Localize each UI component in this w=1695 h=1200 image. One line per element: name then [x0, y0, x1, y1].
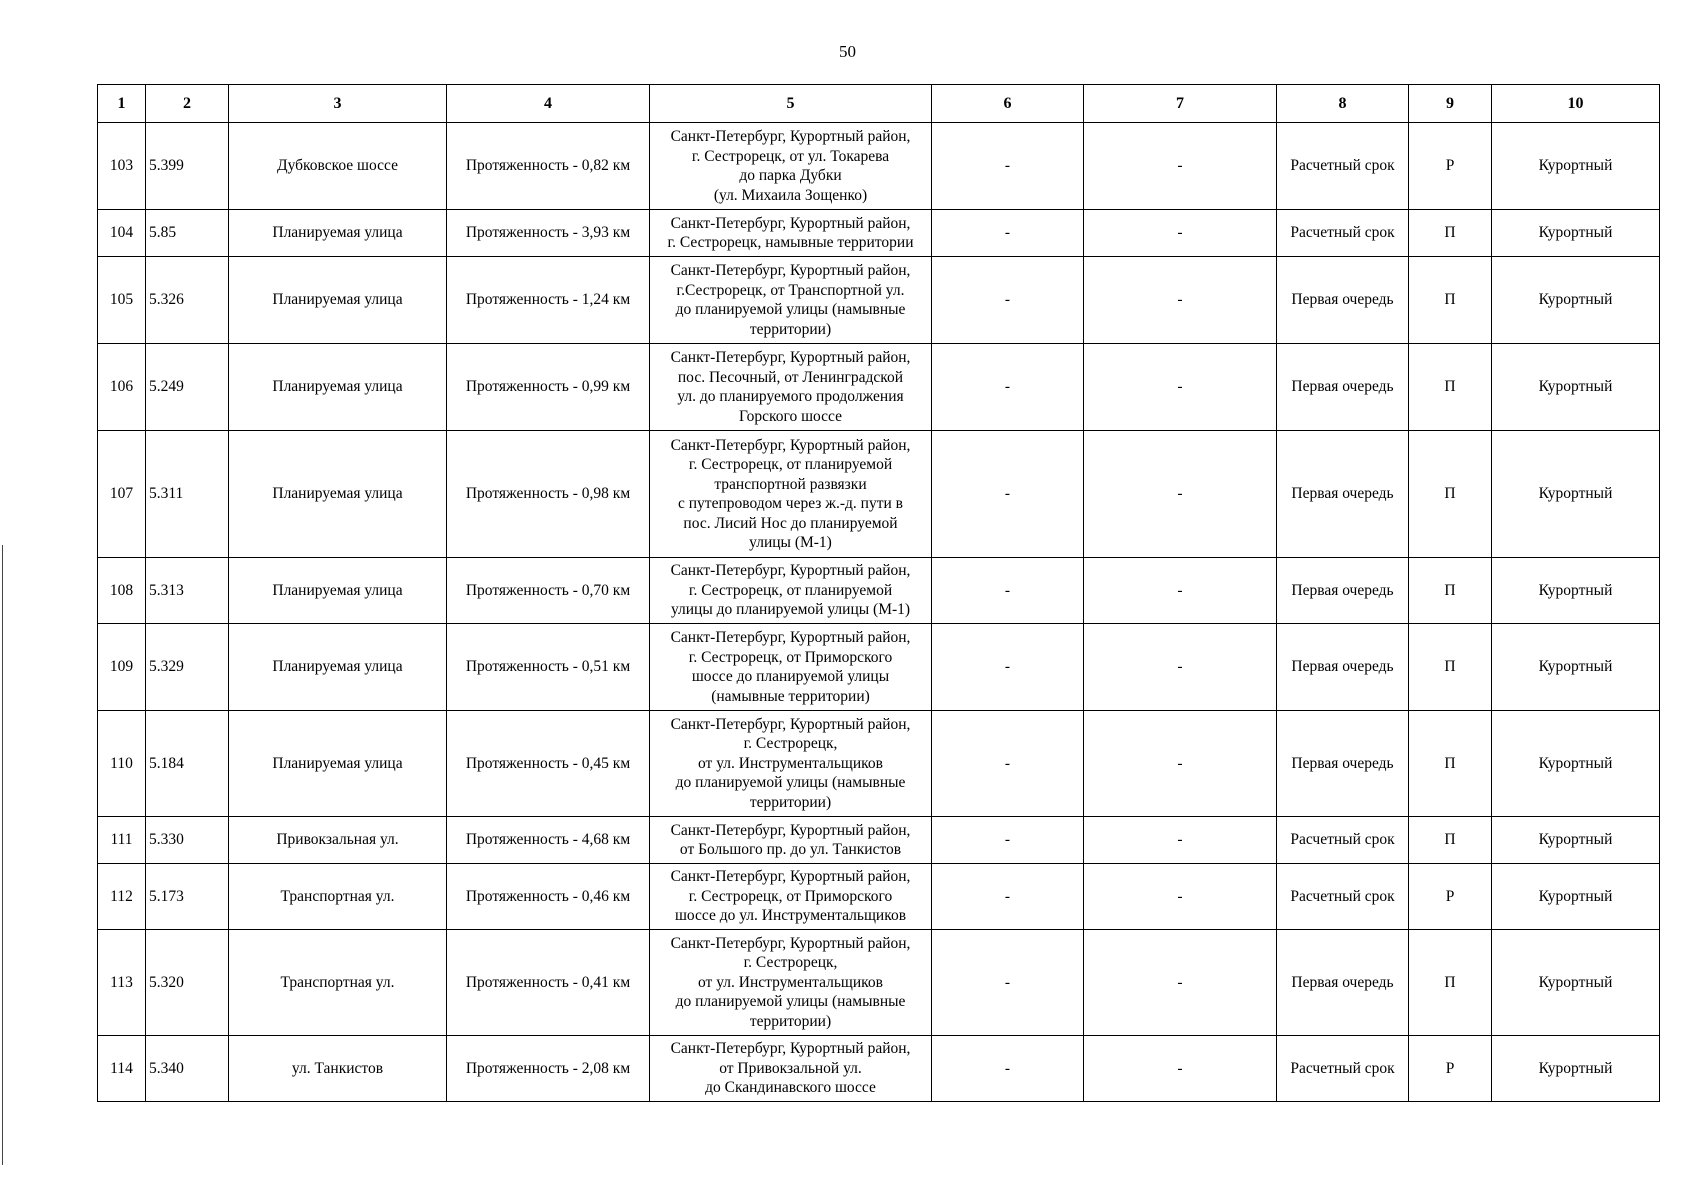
table-row [98, 344, 1660, 431]
row-number: 107 [98, 431, 146, 558]
object-code: 5.340 [146, 1036, 229, 1102]
column-6-value: - [932, 257, 1084, 344]
location-description: Санкт-Петербург, Курортный район, от Большого пр. до ул. Танкистов [650, 817, 932, 864]
column-7-value: - [1084, 257, 1277, 344]
implementation-stage: Первая очередь [1277, 431, 1409, 558]
object-code: 5.85 [146, 210, 229, 257]
implementation-stage: Расчетный срок [1277, 817, 1409, 864]
district-name: Курортный [1492, 257, 1660, 344]
row-number: 103 [98, 123, 146, 210]
street-length: Протяженность - 0,70 км [447, 558, 650, 624]
street-name: Планируемая улица [229, 431, 447, 558]
street-name: Планируемая улица [229, 344, 447, 431]
row-number: 111 [98, 817, 146, 864]
column-7-value: - [1084, 1036, 1277, 1102]
object-code: 5.399 [146, 123, 229, 210]
object-code: 5.313 [146, 558, 229, 624]
table-row [98, 1036, 1660, 1102]
column-7-value: - [1084, 711, 1277, 817]
column-7-value: - [1084, 344, 1277, 431]
location-description: Санкт-Петербург, Курортный район, г.Сестрорецк, от Транспортной ул. до планируемой улицы (намывные территории) [650, 257, 932, 344]
street-name: Планируемая улица [229, 711, 447, 817]
row-number: 105 [98, 257, 146, 344]
location-description: Санкт-Петербург, Курортный район, г. Сестрорецк, от планируемой транспортной развязки с путепроводом через ж.-д. пути в пос. Лисий Нос до планируемой улицы (М-1) [650, 431, 932, 558]
street-length: Протяженность - 0,82 км [447, 123, 650, 210]
location-description: Санкт-Петербург, Курортный район, г. Сестрорецк, от ул. Инструментальщиков до планируемой улицы (намывные территории) [650, 930, 932, 1036]
column-7-value: - [1084, 930, 1277, 1036]
street-name: Планируемая улица [229, 624, 447, 711]
column-7-value: - [1084, 431, 1277, 558]
column-header: 4 [447, 85, 650, 123]
column-header: 2 [146, 85, 229, 123]
object-type: П [1409, 930, 1492, 1036]
object-type: Р [1409, 123, 1492, 210]
street-name: Планируемая улица [229, 558, 447, 624]
column-header: 10 [1492, 85, 1660, 123]
column-header: 7 [1084, 85, 1277, 123]
object-type: П [1409, 711, 1492, 817]
district-name: Курортный [1492, 558, 1660, 624]
column-7-value: - [1084, 210, 1277, 257]
street-length: Протяженность - 0,41 км [447, 930, 650, 1036]
column-6-value: - [932, 864, 1084, 930]
column-header: 3 [229, 85, 447, 123]
street-name: ул. Танкистов [229, 1036, 447, 1102]
street-length: Протяженность - 0,51 км [447, 624, 650, 711]
column-7-value: - [1084, 123, 1277, 210]
object-code: 5.326 [146, 257, 229, 344]
object-code: 5.173 [146, 864, 229, 930]
table-row [98, 817, 1660, 864]
table-header-row [98, 85, 1660, 123]
street-length: Протяженность - 1,24 км [447, 257, 650, 344]
object-type: П [1409, 624, 1492, 711]
column-7-value: - [1084, 558, 1277, 624]
street-name: Дубковское шоссе [229, 123, 447, 210]
column-header: 8 [1277, 85, 1409, 123]
district-name: Курортный [1492, 123, 1660, 210]
column-6-value: - [932, 210, 1084, 257]
table-row [98, 711, 1660, 817]
object-code: 5.249 [146, 344, 229, 431]
object-type: П [1409, 210, 1492, 257]
street-length: Протяженность - 3,93 км [447, 210, 650, 257]
column-6-value: - [932, 817, 1084, 864]
implementation-stage: Расчетный срок [1277, 1036, 1409, 1102]
street-name: Привокзальная ул. [229, 817, 447, 864]
table-row [98, 624, 1660, 711]
object-type: П [1409, 817, 1492, 864]
location-description: Санкт-Петербург, Курортный район, г. Сестрорецк, от Приморского шоссе до ул. Инструментальщиков [650, 864, 932, 930]
street-name: Транспортная ул. [229, 930, 447, 1036]
column-7-value: - [1084, 864, 1277, 930]
column-6-value: - [932, 930, 1084, 1036]
table-row [98, 431, 1660, 558]
street-name: Планируемая улица [229, 210, 447, 257]
district-name: Курортный [1492, 817, 1660, 864]
district-name: Курортный [1492, 1036, 1660, 1102]
column-header: 9 [1409, 85, 1492, 123]
district-name: Курортный [1492, 624, 1660, 711]
object-type: П [1409, 257, 1492, 344]
object-code: 5.311 [146, 431, 229, 558]
column-header: 1 [98, 85, 146, 123]
street-name: Транспортная ул. [229, 864, 447, 930]
location-description: Санкт-Петербург, Курортный район, г. Сестрорецк, от планируемой улицы до планируемой улицы (М-1) [650, 558, 932, 624]
column-6-value: - [932, 344, 1084, 431]
table-row [98, 930, 1660, 1036]
object-type: П [1409, 344, 1492, 431]
object-code: 5.330 [146, 817, 229, 864]
object-type: П [1409, 431, 1492, 558]
implementation-stage: Расчетный срок [1277, 123, 1409, 210]
implementation-stage: Первая очередь [1277, 558, 1409, 624]
column-header: 5 [650, 85, 932, 123]
implementation-stage: Расчетный срок [1277, 210, 1409, 257]
street-name: Планируемая улица [229, 257, 447, 344]
location-description: Санкт-Петербург, Курортный район, г. Сестрорецк, намывные территории [650, 210, 932, 257]
implementation-stage: Первая очередь [1277, 624, 1409, 711]
street-length: Протяженность - 0,98 км [447, 431, 650, 558]
implementation-stage: Первая очередь [1277, 344, 1409, 431]
column-7-value: - [1084, 624, 1277, 711]
district-name: Курортный [1492, 431, 1660, 558]
location-description: Санкт-Петербург, Курортный район, г. Сестрорецк, от ул. Токарева до парка Дубки (ул. Михаила Зощенко) [650, 123, 932, 210]
margin-line [2, 545, 3, 1165]
district-name: Курортный [1492, 864, 1660, 930]
column-6-value: - [932, 431, 1084, 558]
table-row [98, 558, 1660, 624]
row-number: 112 [98, 864, 146, 930]
row-number: 113 [98, 930, 146, 1036]
table-row [98, 123, 1660, 210]
object-type: П [1409, 558, 1492, 624]
district-name: Курортный [1492, 930, 1660, 1036]
street-length: Протяженность - 0,99 км [447, 344, 650, 431]
object-type: Р [1409, 1036, 1492, 1102]
street-length: Протяженность - 4,68 км [447, 817, 650, 864]
object-code: 5.184 [146, 711, 229, 817]
object-code: 5.329 [146, 624, 229, 711]
object-code: 5.320 [146, 930, 229, 1036]
district-name: Курортный [1492, 210, 1660, 257]
implementation-stage: Первая очередь [1277, 711, 1409, 817]
row-number: 110 [98, 711, 146, 817]
table-row [98, 210, 1660, 257]
column-header: 6 [932, 85, 1084, 123]
column-6-value: - [932, 711, 1084, 817]
row-number: 114 [98, 1036, 146, 1102]
table-body [98, 123, 1660, 1102]
implementation-stage: Расчетный срок [1277, 864, 1409, 930]
column-7-value: - [1084, 817, 1277, 864]
implementation-stage: Первая очередь [1277, 930, 1409, 1036]
registry-table [97, 84, 1660, 1102]
street-length: Протяженность - 0,46 км [447, 864, 650, 930]
row-number: 109 [98, 624, 146, 711]
row-number: 108 [98, 558, 146, 624]
object-type: Р [1409, 864, 1492, 930]
column-6-value: - [932, 123, 1084, 210]
table-row [98, 257, 1660, 344]
implementation-stage: Первая очередь [1277, 257, 1409, 344]
location-description: Санкт-Петербург, Курортный район, г. Сестрорецк, от Приморского шоссе до планируемой улицы (намывные территории) [650, 624, 932, 711]
column-6-value: - [932, 558, 1084, 624]
location-description: Санкт-Петербург, Курортный район, пос. Песочный, от Ленинградской ул. до планируемого продолжения Горского шоссе [650, 344, 932, 431]
row-number: 106 [98, 344, 146, 431]
row-number: 104 [98, 210, 146, 257]
location-description: Санкт-Петербург, Курортный район, от Привокзальной ул. до Скандинавского шоссе [650, 1036, 932, 1102]
street-length: Протяженность - 0,45 км [447, 711, 650, 817]
district-name: Курортный [1492, 711, 1660, 817]
table-row [98, 864, 1660, 930]
column-6-value: - [932, 624, 1084, 711]
page-number: 50 [839, 42, 856, 61]
district-name: Курортный [1492, 344, 1660, 431]
location-description: Санкт-Петербург, Курортный район, г. Сестрорецк, от ул. Инструментальщиков до планируемой улицы (намывные территории) [650, 711, 932, 817]
column-6-value: - [932, 1036, 1084, 1102]
street-length: Протяженность - 2,08 км [447, 1036, 650, 1102]
